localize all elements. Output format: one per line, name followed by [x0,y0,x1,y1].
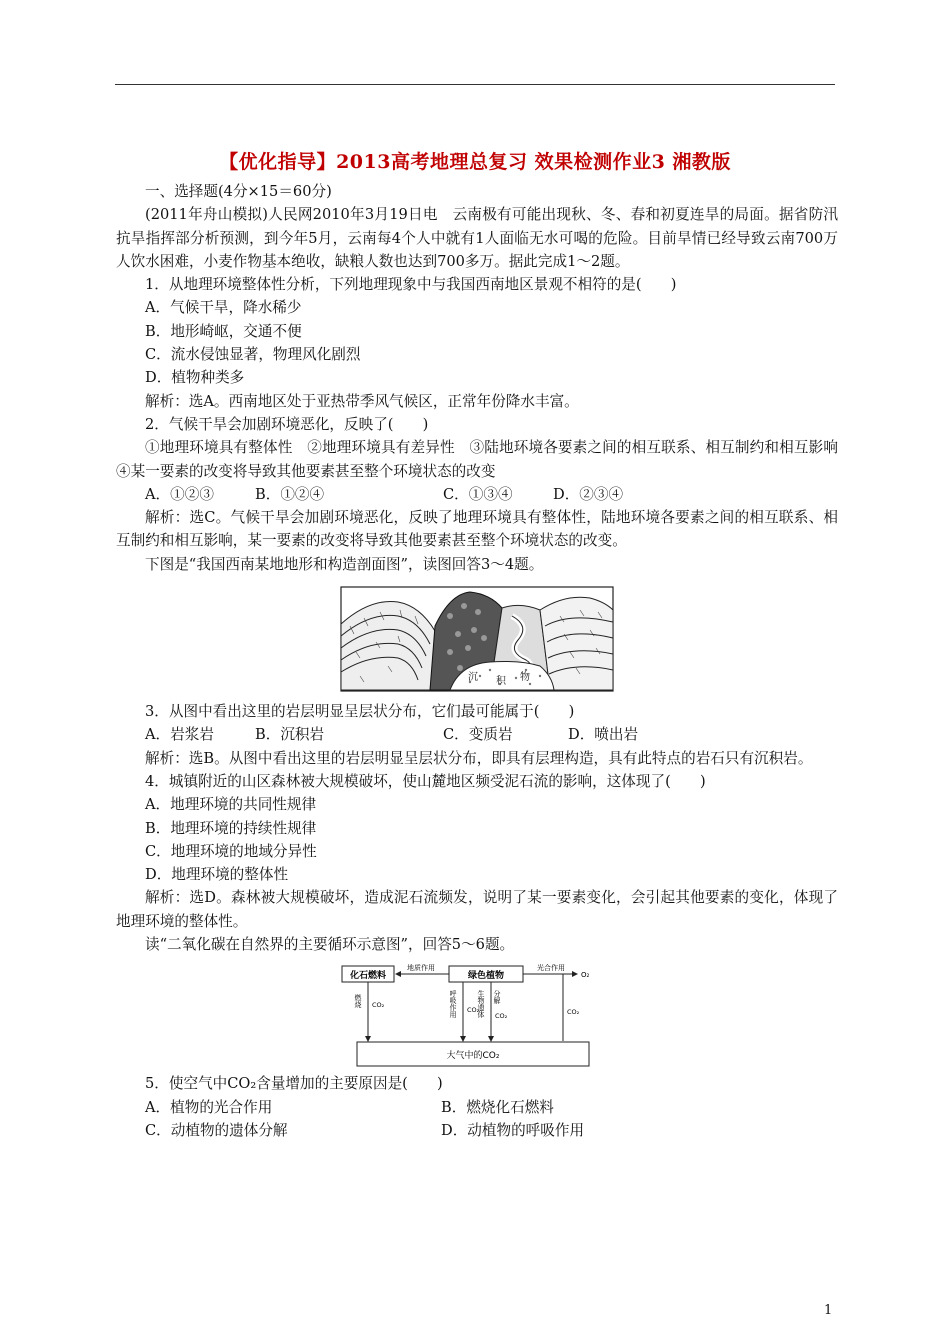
q3-options [116,723,838,746]
q5-option-d: D．动植物的呼吸作用 [441,1121,585,1139]
q1-option-b: B．地形崎岖，交通不便 [145,322,302,340]
q2-option-c: C．①③④ [443,485,513,503]
q5-options-row1 [116,1096,838,1119]
section-heading: 一、选择题(4分×15＝60分) [145,183,332,200]
green-plants-label: 绿色植物 [467,971,505,982]
carbon-cycle-figure [116,962,838,1068]
co2-respiration-label: CO₂ [467,1006,480,1015]
q1-option-a: A．气候干旱，降水稀少 [145,299,302,317]
q1-option-d: D．植物种类多 [145,369,245,387]
o2-label: O₂ [581,971,590,980]
q1-option-c: C．流水侵蚀显著，物理风化剧烈 [145,346,361,364]
q2-statements: ①地理环境具有整体性 ②地理环境具有差异性 ③陆地环境各要素之间的相互联系、相互制约和相互影响 ④某一要素的改变将导致其他要素甚至整个环境状态的改变 [116,439,853,480]
sediment-label-2: 积 [496,676,506,688]
q2-stem: 2．气候干旱会加剧环境恶化，反映了( ) [145,415,429,433]
photosynthesis-label: 光合作用 [537,964,565,973]
q2-option-a: A．①②③ [145,485,214,503]
fossil-fuel-label: 化石燃料 [349,971,387,982]
q2-option-d: D．②③④ [553,485,624,503]
terrain-profile-diagram [340,586,614,692]
sediment-label-1: 沉 [468,672,478,684]
q5-option-a: A．植物的光合作用 [145,1098,273,1116]
q4-option-c: C．地理环境的地域分异性 [145,842,317,860]
q5-option-b: B．燃烧化石燃料 [441,1098,554,1116]
co2-decompose-label: CO₂ [495,1012,508,1021]
q2-options [116,483,838,506]
q3-option-d: D．喷出岩 [568,726,639,744]
co2-intake-label: CO₂ [567,1008,580,1017]
page-title: 【优化指导】2013高考地理总复习 效果检测作业3 湘教版 [219,151,731,173]
figure2-intro: 读“二氧化碳在自然界的主要循环示意图”，回答5～6题。 [145,936,515,954]
bio-remains-label: 生物遗体 [477,990,485,1019]
q2-option-b: B．①②④ [255,485,325,503]
q3-option-b: B．沉积岩 [255,726,325,744]
decompose-label: 分解 [493,990,501,1005]
header-rule [115,84,835,85]
burning-label: 燃烧 [354,994,362,1009]
document-body [116,180,853,1142]
q1-stem: 1．从地理环境整体性分析，下列地理现象中与我国西南地区景观不相符的是( ) [145,276,677,294]
q5-stem: 5．使空气中CO₂含量增加的主要原因是( ) [145,1075,443,1093]
page-number: 1 [824,1303,833,1318]
geo-action-label: 地质作用 [407,964,435,973]
q4-option-b: B．地理环境的持续性规律 [145,819,317,837]
q5-option-c: C．动植物的遗体分解 [145,1121,288,1139]
q3-option-c: C．变质岩 [443,726,513,744]
carbon-cycle-diagram [341,962,613,1068]
sediment-label-3: 物 [520,672,530,684]
intro-paragraph: (2011年舟山模拟)人民网2010年3月19日电 云南极有可能出现秋、冬、春和初夏连旱的局面。据省防汛抗旱指挥部分析预测，到今年5月，云南每4个人中就有1人面临无水可喝的危险。目前旱情已经导致云南700万人饮水困难，小麦作物基本绝收，缺粮人数也达到700多万。据此完成1～2题。 [116,206,838,270]
q1-analysis: 解析：选A。西南地区处于亚热带季风气候区，正常年份降水丰富。 [145,392,579,410]
q3-option-a: A．岩浆岩 [145,726,214,744]
q3-stem: 3．从图中看出这里的岩层明显呈层状分布，它们最可能属于( ) [145,703,575,721]
terrain-profile-figure [116,586,838,692]
atmosphere-label: 大气中的CO₂ [446,1051,500,1062]
q5-options-row2 [116,1119,838,1142]
q4-option-d: D．地理环境的整体性 [145,866,289,884]
co2-burning-label: CO₂ [372,1001,385,1010]
q4-analysis: 解析：选D。森林被大规模破坏，造成泥石流频发，说明了某一要素变化，会引起其他要素的变化，体现了地理环境的整体性。 [116,889,838,930]
q3-analysis: 解析：选B。从图中看出这里的岩层明显呈层状分布，即具有层理构造，具有此特点的岩石只有沉积岩。 [145,749,813,767]
q4-stem: 4．城镇附近的山区森林被大规模破坏，使山麓地区频受泥石流的影响，这体现了( ) [145,772,706,790]
respiration-label: 呼吸作用 [449,990,457,1019]
q2-analysis: 解析：选C。气候干旱会加剧环境恶化，反映了地理环境具有整体性，陆地环境各要素之间的相互联系、相互制约和相互影响，某一要素的改变将导致其他要素甚至整个环境状态的改变。 [116,509,838,550]
figure1-intro: 下图是“我国西南某地地形和构造剖面图”，读图回答3～4题。 [145,555,544,573]
q4-option-a: A．地理环境的共同性规律 [145,796,317,814]
